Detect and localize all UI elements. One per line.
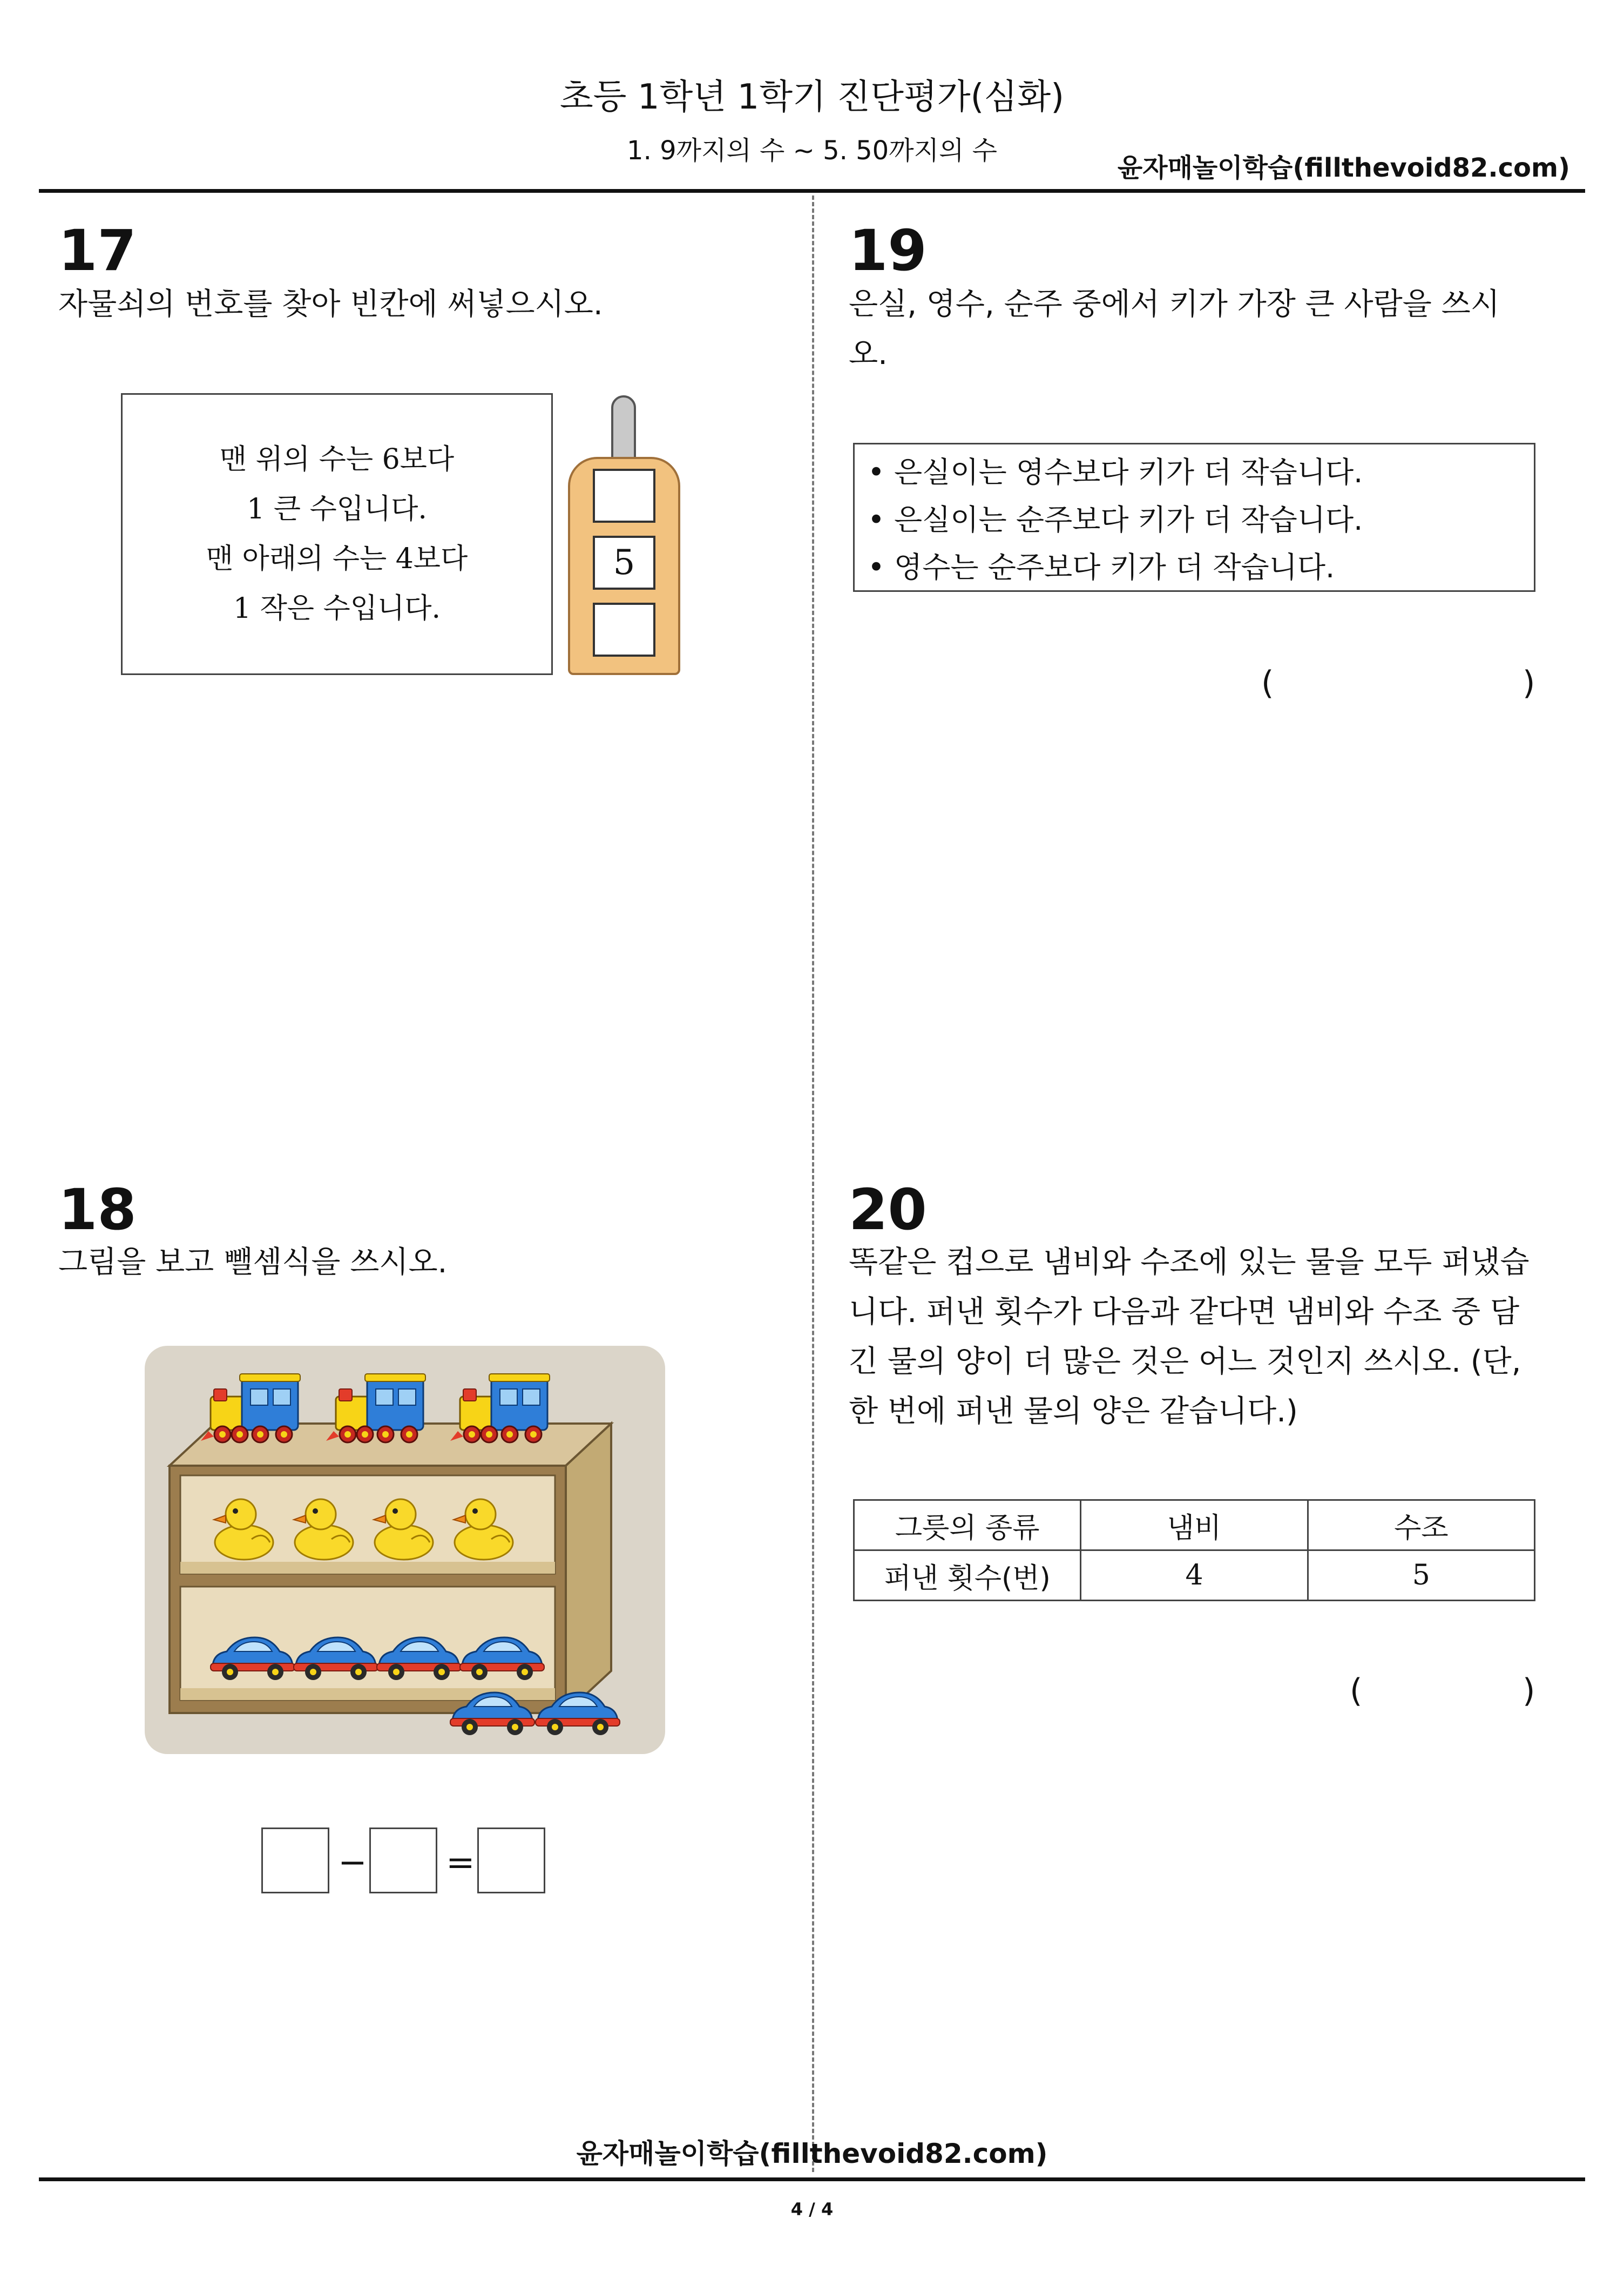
table-header-cell: 수조: [1308, 1500, 1534, 1550]
clue-line: 맨 아래의 수는 4보다: [206, 543, 468, 575]
table-cell: 5: [1308, 1550, 1534, 1601]
question-19-answer-blank[interactable]: [1285, 667, 1512, 709]
clue-line: 1 큰 수입니다.: [247, 493, 427, 525]
equals-sign: =: [446, 1843, 475, 1883]
statement-item: • 은실이는 순주보다 키가 더 작습니다.: [868, 503, 1363, 537]
header-divider: [39, 189, 1585, 193]
answer-paren-close: ): [1522, 664, 1535, 702]
table-cell: 4: [1081, 1550, 1308, 1601]
statement-item: • 영수는 순주보다 키가 더 작습니다.: [868, 550, 1335, 584]
minus-sign: −: [338, 1843, 367, 1883]
question-19-number: 19: [849, 218, 927, 284]
brand-label-top: 윤자매놀이학습(fillthevoid82.com): [1117, 153, 1570, 183]
prompt-line: 니다. 퍼낸 횟수가 다음과 같다면 냄비와 수조 중 담: [849, 1294, 1520, 1330]
question-20-answer-blank[interactable]: [1373, 1675, 1519, 1716]
page-title: 초등 1학년 1학기 진단평가(심화): [559, 77, 1065, 117]
subtraction-subtrahend-box[interactable]: [369, 1828, 437, 1893]
question-20-prompt: [849, 1238, 1545, 1437]
table-row: [854, 1550, 1535, 1601]
answer-paren-open: (: [1350, 1672, 1363, 1710]
prompt-line: 한 번에 퍼낸 물의 양은 같습니다.): [849, 1394, 1298, 1429]
lock-bottom-answer-box[interactable]: [593, 603, 655, 657]
question-17-number: 17: [58, 218, 137, 284]
page-number: 4 / 4: [790, 2199, 834, 2220]
answer-paren-open: (: [1261, 664, 1274, 702]
answer-paren-close: ): [1522, 1672, 1535, 1710]
question-18-prompt: 그림을 보고 뺄셈식을 쓰시오.: [58, 1245, 448, 1280]
page-subtitle: 1. 9까지의 수 ~ 5. 50까지의 수: [627, 136, 997, 166]
brand-label-bottom: 윤자매놀이학습(fillthevoid82.com): [576, 2138, 1048, 2169]
subtraction-minuend-box[interactable]: [261, 1828, 329, 1893]
question-20-number: 20: [849, 1177, 927, 1243]
lock-clue-box: [121, 393, 553, 675]
subtraction-result-box[interactable]: [477, 1828, 545, 1893]
height-statements-box: [853, 443, 1535, 592]
table-header-cell: 냄비: [1081, 1500, 1308, 1550]
table-header-cell: 그릇의 종류: [854, 1500, 1081, 1550]
prompt-line: 은실, 영수, 순주 중에서 키가 가장 큰 사람을 쓰시: [849, 287, 1500, 322]
scoop-count-table: [853, 1499, 1535, 1601]
toy-shelf-illustration: [145, 1346, 665, 1754]
column-divider: [812, 195, 814, 2172]
table-cell: 퍼낸 횟수(번): [854, 1550, 1081, 1601]
statement-item: • 은실이는 영수보다 키가 더 작습니다.: [868, 455, 1363, 489]
question-18-number: 18: [58, 1177, 137, 1243]
prompt-line: 오.: [849, 336, 888, 372]
footer-divider: [39, 2177, 1585, 2181]
table-header-row: [854, 1500, 1535, 1550]
clue-line: 맨 위의 수는 6보다: [219, 443, 455, 476]
lock-middle-digit: 5: [593, 536, 655, 590]
prompt-line: 똑같은 컵으로 냄비와 수조에 있는 물을 모두 퍼냈습: [849, 1245, 1530, 1280]
lock-top-answer-box[interactable]: [593, 469, 655, 523]
question-17-prompt: 자물쇠의 번호를 찾아 빈칸에 써넣으시오.: [58, 287, 603, 322]
question-19-prompt: [849, 280, 1545, 379]
clue-line: 1 작은 수입니다.: [233, 592, 441, 625]
prompt-line: 긴 물의 양이 더 많은 것은 어느 것인지 쓰시오. (단,: [849, 1344, 1521, 1379]
